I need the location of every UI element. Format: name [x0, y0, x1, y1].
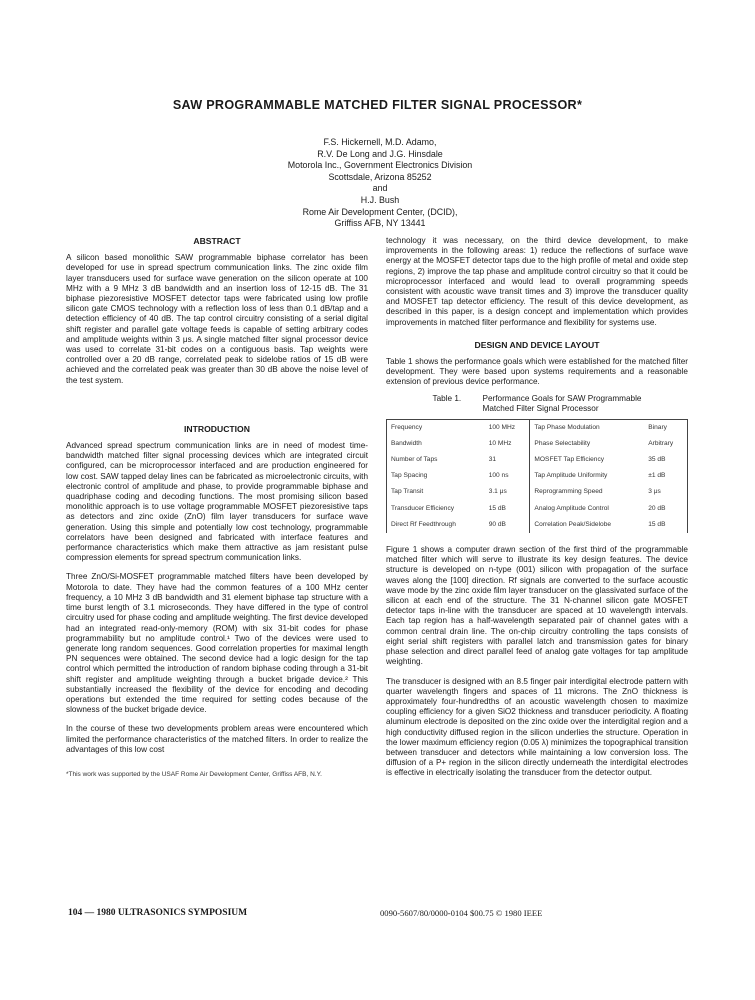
parameter-cell: MOSFET Tap Efficiency [534, 456, 605, 464]
table-row [387, 517, 688, 533]
parameter-cell: Correlation Peak/Sidelobe [534, 520, 612, 528]
body-paragraph: Figure 1 shows a computer drawn section of the first third of the programmable matched filter which will serve to illustrate its key design features. The device structure is developed on n-type (001) silicon with propagation of the surface waves along the [100] direction. Rf signals are converted to the surface acoustic wave mode by the zinc oxide film layer transducer on the glassivated surface of the silicon at each end of the structure. The 31 N-channel silicon gate MOSFET detector taps in-line with the transducer are spaced at 10 wavelength intervals. Each tap region has a half-wavelength separated pair of channel gates with a common central drain line. The on-chip circuitry controlling the taps consists of eight serial shift registers with parallel latch and transmission gates for binary phase selection and direct parallel feed of analog gate voltages for tap amplitude weighting. [386, 545, 688, 667]
design-intro-paragraph: Table 1 shows the performance goals which were established for the matched filter development. They were based upon systems requirements and a reasonable extension of previous device performance. [386, 357, 688, 387]
footnote: *This work was supported by the USAF Rome Air Development Center, Griffiss AFB, N.Y. [66, 770, 322, 778]
abstract-text: A silicon based monolithic SAW programmable biphase correlator has been developed for use in spread spectrum communication links. The zinc oxide film layer transducers used for surface wave generation on the silicon operate at 100 MHz with a 9 MHz 3 dB bandwidth and an insertion loss of 12-15 dB. The 31 biphase piezoresistive MOSFET detector taps were fabricated using low profile silicon gate CMOS technology with a reflection loss of less than 0.1 dB/tap and a detection efficiency of 40 dB. The tap control circuitry consisting of a serial digital shift register and parallel gate voltage feeds is capable of setting arbitrary codes and amplitude weights within 3 μs. A single matched filter signal processor device was used to correlate 31-bit codes on a contiguous basis. Tap weights were controlled over a 20 dB range, correlated peak to sidelobe ratios of 15 dB were achieved and the correlated peak was greater than 30 dB above the noise level of the test system. [66, 253, 368, 385]
parameter-cell: Direct Rf Feedthrough [391, 520, 456, 528]
table-caption [386, 394, 688, 414]
value-cell: 15 dB [485, 501, 530, 517]
table-row [387, 419, 688, 436]
continuation-paragraph: technology it was necessary, on the third device development, to make improvements in the following areas: 1) reduce the reflections of surface wave energy at the MOSFET detector taps due to the high profile of metal and oxide step regions, 2) improve the tap phase and amplitude control circuitry so that it could be microprocessor interfaced and would lead to overall programming speeds consistent with acoustic wave transit times and 3) improve the transducer quality and MOSFET tap detector efficiency. The result of this device development, as described in this paper, is a design concept and implementation which provides improvements in matched filter performance and flexibility for systems use. [386, 236, 688, 327]
parameter-cell: Reprogramming Speed [534, 488, 603, 496]
parameter-cell: Bandwidth [391, 439, 422, 447]
table-row [387, 501, 688, 517]
parameter-cell: Analog Amplitude Control [534, 504, 609, 512]
value-cell: 31 [485, 452, 530, 468]
intro-paragraph: Three ZnO/Si-MOSFET programmable matched filters have been developed by Motorola to date. They have had the common features of a 100 MHz center frequency, a 10 MHz 3 dB bandwidth and 31 element biphase tap structure with a time burst length of 3.1 microseconds. They have differed in the type of control circuitry used for phase coding and amplitude weighting. The first device developed had an integrated read-only-memory (ROM) with six 31-bit codes for phase programmability but no amplitude control.¹ Two of the devices were used to generate long random sequences. Good correlation properties for maximal length PN sequences were obtained. The second device had a logic design for the tap control which permitted the introduction of random biphase coding through a 31-bit shift register and amplitude weighting through a bucket brigade device.² This substantially increased the flexibility of the device for encoding and decoding operations but extended the time required for setting codes because of the slowness of the bucket brigade device. [66, 572, 368, 715]
body-paragraph: The transducer is designed with an 8.5 finger pair interdigital electrode pattern with quarter wavelength fingers and spaces of 11 microns. The ZnO thickness is approximately four-hundredths of an acoustic wavelength chosen to maximize coupling efficiency for a given SiO2 thickness and transducer periodicity. A floating aluminum electrode is deposited on the zinc oxide over the interdigital region and a high conductivity diffused region in the silicon underlies the structure. Operation in the lower maximum efficiency region (0.05 λ) minimizes the topographical transition between transducer and detectors while maintaining a low conversion loss. The diffusion of a P+ region in the silicon directly underneath the interdigital electrodes is effective in electrically isolating the transducer from the detector output. [386, 676, 688, 778]
affiliation-line: Motorola Inc., Government Electronics Division [287, 160, 473, 171]
author-line: F.S. Hickernell, M.D. Adamo, [323, 137, 437, 147]
parameter-cell: Tap Spacing [391, 472, 428, 480]
table-caption-line: Matched Filter Signal Processor [482, 403, 599, 413]
table-caption-number: Table 1. [432, 393, 462, 403]
footer-conference: 104 — 1980 ULTRASONICS SYMPOSIUM [68, 908, 248, 918]
intro-paragraph: Advanced spread spectrum communication links are in need of modest time-bandwidth matched filter signal processing devices which are integrated circuit configured, can be microprocessor interfaced and are production engineered for low cost. SAW tapped delay lines can be fabricated as microelectronic circuits, with electronic control of amplitude and phase, to provide programmable biphase and quadriphase coding and decoding functions. The most promising silicon based monolithic approach is to use voltage programmable MOSFET piezoresistive taps as detectors and zinc oxide (ZnO) film layer transducers for surface wave generation. Using this simple and potentially low cost technology, programmable correlators have been designed and fabricated with interface features and performance characteristics which make them attractive as jam resistant pulse compression elements for spread spectrum communication links. [66, 441, 368, 563]
left-column [66, 236, 368, 779]
value-cell: 35 dB [648, 456, 666, 464]
right-column [386, 236, 688, 788]
table-row [387, 436, 688, 452]
author-block [150, 137, 610, 230]
parameter-cell: Number of Taps [391, 456, 438, 464]
parameter-cell: Tap Transit [391, 488, 424, 496]
author-line: H.J. Bush [360, 194, 400, 205]
parameter-cell: Tap Phase Modulation [534, 423, 600, 431]
footer-copyright: 0090-5607/80/0000-0104 $00.75 © 1980 IEEE [380, 908, 543, 918]
table-caption-line: Performance Goals for SAW Programmable [482, 393, 642, 403]
table-row [387, 452, 688, 468]
design-heading: DESIGN AND DEVICE LAYOUT [474, 339, 600, 350]
affiliation-line: Rome Air Development Center, (DCID), [302, 206, 458, 217]
value-cell: 90 dB [485, 517, 530, 533]
value-cell: 3.1 μs [485, 484, 530, 500]
value-cell: 20 dB [648, 504, 666, 512]
value-cell: Arbitrary [648, 439, 674, 447]
affiliation-line: Griffiss AFB, NY 13441 [334, 218, 426, 229]
table-row [387, 468, 688, 484]
intro-paragraph: In the course of these two developments problem areas were encountered which limited the performance characteristics of the matched filters. In order to realize the advantages of this low cost [66, 724, 368, 754]
introduction-heading: INTRODUCTION [184, 423, 250, 434]
parameter-cell: Transducer Efficiency [391, 504, 455, 512]
parameter-cell: Tap Amplitude Uniformity [534, 472, 608, 480]
table-row [387, 484, 688, 500]
value-cell: 3 μs [648, 488, 661, 496]
value-cell: 100 ns [485, 468, 530, 484]
value-cell: ±1 dB [648, 472, 666, 480]
parameter-cell: Phase Selectability [534, 439, 591, 447]
value-cell: 15 dB [648, 520, 666, 528]
performance-goals-table [386, 419, 688, 533]
author-line: R.V. De Long and J.G. Hinsdale [317, 148, 443, 159]
value-cell: 10 MHz [485, 436, 530, 452]
paper-title: SAW PROGRAMMABLE MATCHED FILTER SIGNAL PROCESSOR* [172, 98, 583, 112]
abstract-heading: ABSTRACT [193, 236, 241, 246]
value-cell: 100 MHz [485, 419, 530, 436]
value-cell: Binary [648, 423, 667, 431]
author-conjunction: and [372, 183, 388, 194]
affiliation-line: Scottsdale, Arizona 85252 [328, 171, 432, 182]
parameter-cell: Frequency [391, 423, 423, 431]
